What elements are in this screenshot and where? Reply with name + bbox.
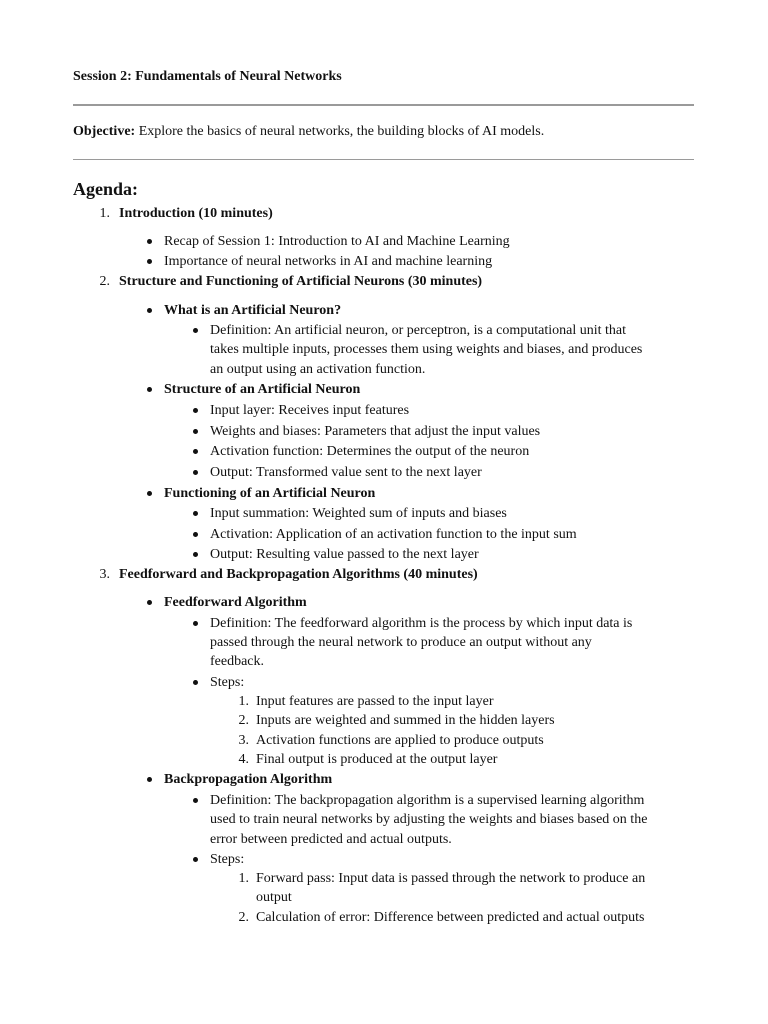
step-number: 1. [238, 694, 249, 709]
list-item: Weights and biases: Parameters that adjust the input values [210, 424, 541, 439]
step-number: 2. [238, 910, 249, 925]
definition-line: used to train neural networks by adjusting the weights and biases based on the [210, 812, 648, 827]
bullet-icon [193, 408, 198, 413]
bullet-icon [147, 259, 152, 264]
definition-line: Definition: The backpropagation algorithm is a supervised learning algorithm [210, 793, 645, 808]
bullet-icon [193, 798, 198, 803]
step-text: Forward pass: Input data is passed through the network to produce an [256, 871, 646, 886]
objective [73, 122, 544, 141]
bullet-icon [147, 600, 152, 605]
definition-line: Definition: An artificial neuron, or perceptron, is a computational unit that [210, 323, 626, 338]
bullet-icon [193, 532, 198, 537]
bullet-icon [147, 777, 152, 782]
list-item: Activation function: Determines the output of the neuron [210, 444, 530, 459]
definition-line: error between predicted and actual outputs. [210, 832, 452, 847]
list-item: Output: Transformed value sent to the next layer [210, 465, 482, 480]
subsection-title: What is an Artificial Neuron? [164, 303, 342, 318]
bullet-icon [193, 328, 198, 333]
list-item: Input summation: Weighted sum of inputs and biases [210, 506, 507, 521]
list-item: Recap of Session 1: Introduction to AI and Machine Learning [164, 234, 510, 249]
bullet-icon [147, 308, 152, 313]
bullet-icon [147, 239, 152, 244]
list-item: Input layer: Receives input features [210, 403, 410, 418]
steps-label: Steps: [210, 852, 245, 867]
section-number: 3. [99, 567, 110, 582]
list-item: Importance of neural networks in AI and machine learning [164, 254, 493, 269]
objective-text: Explore the basics of neural networks, the building blocks of AI models. [138, 124, 545, 139]
section-number: 1. [99, 206, 110, 221]
section-title: Feedforward and Backpropagation Algorithms (40 minutes) [119, 567, 478, 582]
bullet-icon [147, 491, 152, 496]
bullet-icon [193, 680, 198, 685]
bullet-icon [193, 621, 198, 626]
bullet-icon [193, 470, 198, 475]
divider [73, 104, 694, 106]
section-title: Introduction (10 minutes) [119, 206, 273, 221]
steps-label: Steps: [210, 675, 245, 690]
definition-line: passed through the neural network to produce an output without any [210, 635, 592, 650]
agenda-heading: Agenda: [73, 179, 139, 199]
list-item: Output: Resulting value passed to the next layer [210, 547, 479, 562]
subsection-title: Backpropagation Algorithm [164, 772, 333, 787]
bullet-icon [193, 857, 198, 862]
definition-line: an output using an activation function. [210, 362, 426, 377]
bullet-icon [193, 449, 198, 454]
step-number: 3. [238, 733, 249, 748]
subsection-title: Feedforward Algorithm [164, 595, 307, 610]
definition-line: takes multiple inputs, processes them using weights and biases, and produces [210, 342, 643, 357]
bullet-icon [147, 387, 152, 392]
step-number: 4. [238, 752, 249, 767]
bullet-icon [193, 552, 198, 557]
section-number: 2. [99, 274, 110, 289]
objective-label: Objective: [73, 124, 136, 139]
session-title: Session 2: Fundamentals of Neural Networks [73, 69, 342, 84]
step-number: 2. [238, 713, 249, 728]
step-number: 1. [238, 871, 249, 886]
bullet-icon [193, 429, 198, 434]
subsection-title: Functioning of an Artificial Neuron [164, 486, 376, 501]
subsection-title: Structure of an Artificial Neuron [164, 382, 361, 397]
divider [73, 159, 694, 160]
section-title: Structure and Functioning of Artificial Neurons (30 minutes) [119, 274, 483, 289]
step-text: Activation functions are applied to produce outputs [256, 733, 544, 748]
list-item: Activation: Application of an activation function to the input sum [210, 527, 577, 542]
step-text: Input features are passed to the input layer [256, 694, 494, 709]
step-text: Final output is produced at the output layer [256, 752, 498, 767]
step-text: Calculation of error: Difference between predicted and actual outputs [256, 910, 645, 925]
bullet-icon [193, 511, 198, 516]
step-text: Inputs are weighted and summed in the hidden layers [256, 713, 555, 728]
definition-line: Definition: The feedforward algorithm is the process by which input data is [210, 616, 633, 631]
definition-line: feedback. [210, 654, 265, 669]
step-text: output [256, 890, 292, 905]
